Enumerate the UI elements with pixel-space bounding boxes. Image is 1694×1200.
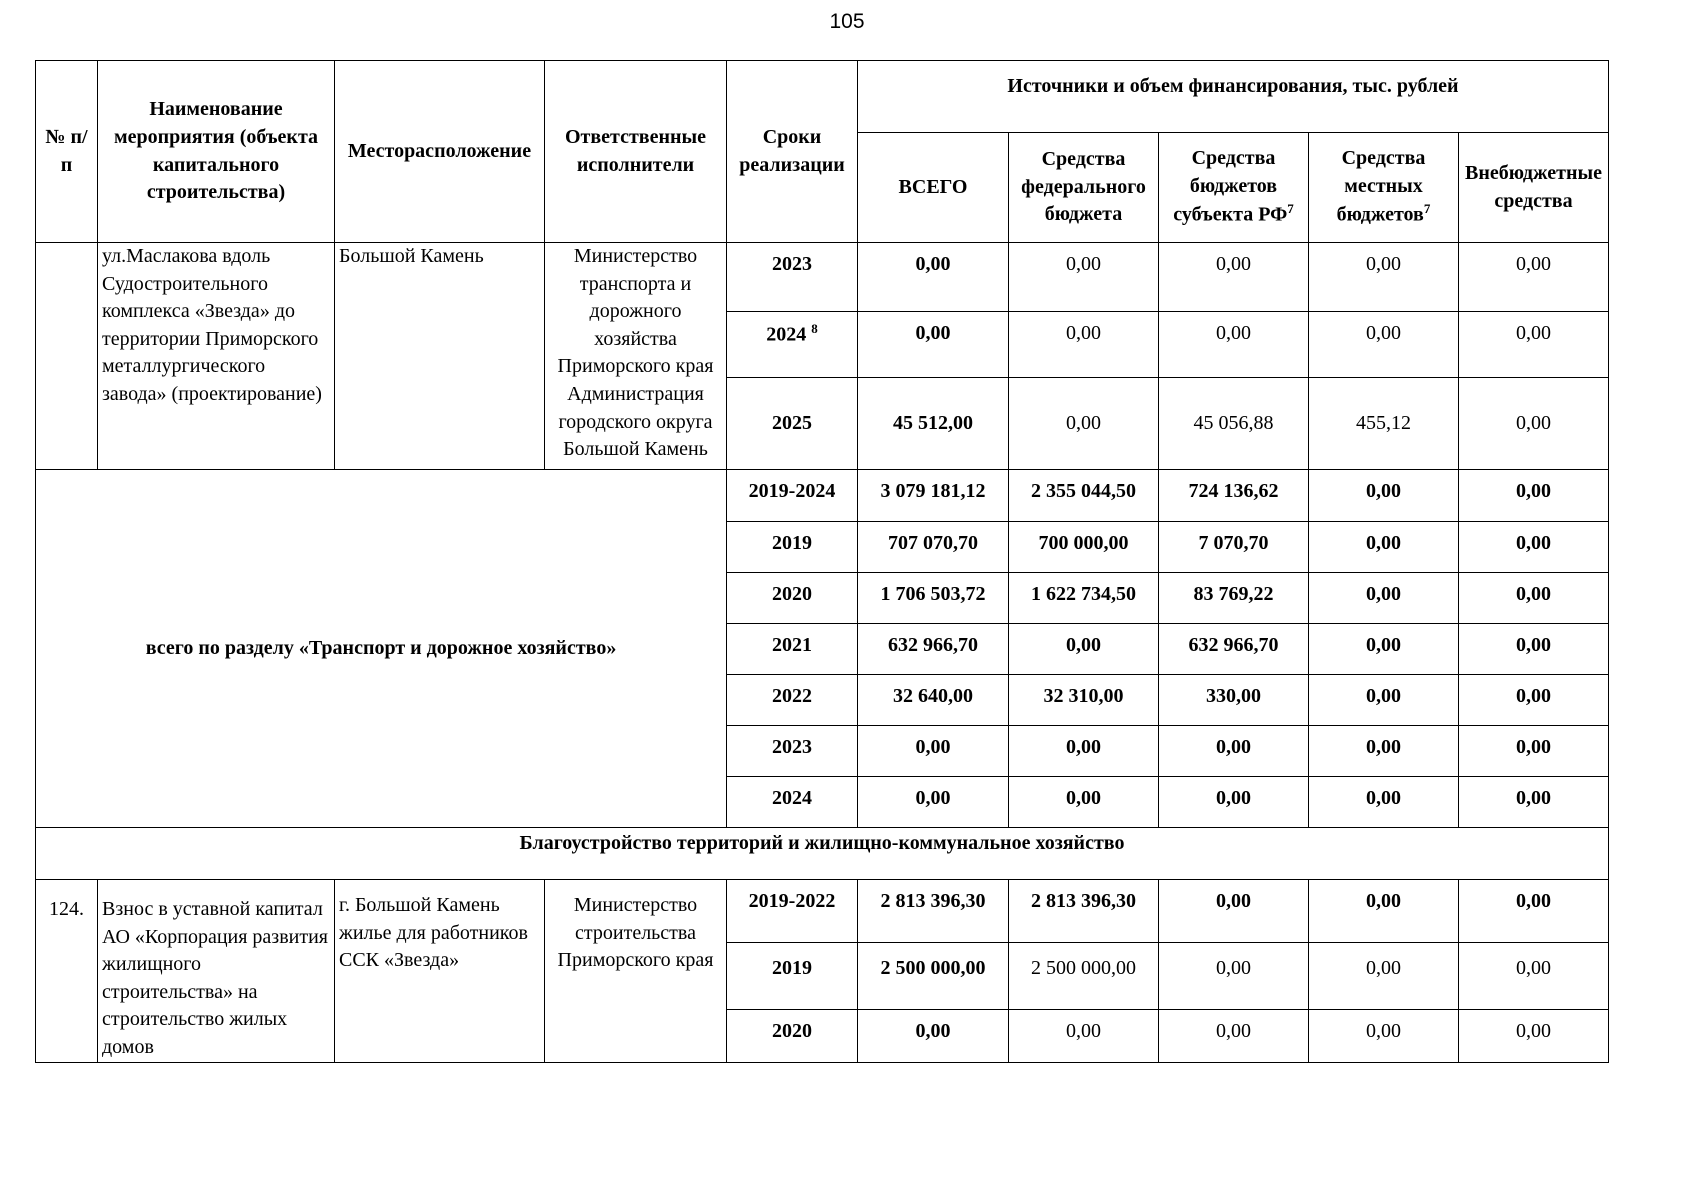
total-cell: 0,00 — [858, 243, 1009, 312]
subject-cell: 0,00 — [1159, 312, 1309, 378]
year-cell: 2024 — [727, 777, 858, 828]
local-cell: 0,00 — [1309, 573, 1459, 624]
local-cell: 0,00 — [1309, 243, 1459, 312]
header-local — [1309, 133, 1459, 243]
subject-cell: 0,00 — [1159, 777, 1309, 828]
row-124-location: г. Большой Камень жилье для работников ССК «Звезда» — [335, 880, 545, 1063]
year-cell: 2019 — [727, 522, 858, 573]
year-cell: 2019-2022 — [727, 880, 858, 943]
federal-cell: 700 000,00 — [1009, 522, 1159, 573]
total-cell: 45 512,00 — [858, 378, 1009, 470]
federal-cell: 0,00 — [1009, 312, 1159, 378]
footnote-marker: 7 — [1287, 201, 1294, 217]
federal-cell: 0,00 — [1009, 624, 1159, 675]
page-number: 105 — [829, 10, 865, 33]
total-cell: 2 500 000,00 — [858, 942, 1009, 1009]
local-cell: 0,00 — [1309, 1009, 1459, 1062]
year-cell: 2020 — [727, 1009, 858, 1062]
total-cell: 1 706 503,72 — [858, 573, 1009, 624]
local-cell: 0,00 — [1309, 624, 1459, 675]
extra-cell: 0,00 — [1459, 942, 1609, 1009]
section-total-label: всего по разделу «Транспорт и дорожное хозяйство» — [36, 470, 727, 828]
row-a-location: Большой Камень — [335, 243, 545, 470]
year-cell: 2019-2024 — [727, 470, 858, 522]
year-cell: 2025 — [727, 378, 858, 470]
local-cell: 0,00 — [1309, 880, 1459, 943]
header-financing: Источники и объем финансирования, тыс. рублей — [858, 61, 1609, 133]
extra-cell: 0,00 — [1459, 726, 1609, 777]
header-responsible: Ответственные исполнители — [545, 61, 727, 243]
local-cell: 0,00 — [1309, 470, 1459, 522]
extra-cell: 0,00 — [1459, 675, 1609, 726]
local-cell: 0,00 — [1309, 726, 1459, 777]
extra-cell: 0,00 — [1459, 378, 1609, 470]
subject-cell: 632 966,70 — [1159, 624, 1309, 675]
subject-cell: 7 070,70 — [1159, 522, 1309, 573]
header-location: Месторасположение — [335, 61, 545, 243]
total-cell: 32 640,00 — [858, 675, 1009, 726]
header-local-text: Средства местных бюджетов — [1336, 147, 1426, 227]
row-124-name: Взнос в уставной капитал АО «Корпорация развития жилищного строительства» на строительство жилых домов — [98, 880, 335, 1063]
header-row-1 — [36, 61, 1609, 133]
extra-cell: 0,00 — [1459, 1009, 1609, 1062]
table-row — [36, 470, 1609, 522]
local-cell: 0,00 — [1309, 312, 1459, 378]
federal-cell: 0,00 — [1009, 777, 1159, 828]
section-title-row — [36, 828, 1609, 880]
row-124-responsible: Министерство строительства Приморского края — [545, 880, 727, 1063]
section-title: Благоустройство территорий и жилищно-коммунальное хозяйство — [36, 828, 1609, 880]
local-cell: 0,00 — [1309, 522, 1459, 573]
subject-cell: 0,00 — [1159, 726, 1309, 777]
year-cell — [727, 312, 858, 378]
extra-cell: 0,00 — [1459, 624, 1609, 675]
local-cell: 0,00 — [1309, 675, 1459, 726]
local-cell: 0,00 — [1309, 942, 1459, 1009]
local-cell: 0,00 — [1309, 777, 1459, 828]
header-total: ВСЕГО — [858, 133, 1009, 243]
header-federal: Средства федерального бюджета — [1009, 133, 1159, 243]
subject-cell: 724 136,62 — [1159, 470, 1309, 522]
subject-cell: 330,00 — [1159, 675, 1309, 726]
subject-cell: 83 769,22 — [1159, 573, 1309, 624]
year-text: 2024 — [766, 323, 807, 346]
local-cell: 455,12 — [1309, 378, 1459, 470]
federal-cell: 2 813 396,30 — [1009, 880, 1159, 943]
year-cell: 2019 — [727, 942, 858, 1009]
federal-cell: 2 355 044,50 — [1009, 470, 1159, 522]
header-period: Сроки реализации — [727, 61, 858, 243]
total-cell: 0,00 — [858, 1009, 1009, 1062]
extra-cell: 0,00 — [1459, 243, 1609, 312]
subject-cell: 45 056,88 — [1159, 378, 1309, 470]
subject-cell: 0,00 — [1159, 880, 1309, 943]
footnote-marker: 7 — [1423, 201, 1431, 217]
footnote-marker: 8 — [811, 321, 818, 336]
year-cell: 2022 — [727, 675, 858, 726]
year-cell: 2023 — [727, 243, 858, 312]
subject-cell: 0,00 — [1159, 243, 1309, 312]
year-cell: 2023 — [727, 726, 858, 777]
row-a-name: ул.Маслакова вдоль Судостроительного комплекса «Звезда» до территории Приморского металлургического завода» (проектирование) — [98, 243, 335, 470]
row-a-responsible: Министерство транспорта и дорожного хозяйства Приморского края Администрация городского округа Большой Камень — [545, 243, 727, 470]
year-cell: 2020 — [727, 573, 858, 624]
total-cell: 707 070,70 — [858, 522, 1009, 573]
extra-cell: 0,00 — [1459, 312, 1609, 378]
extra-cell: 0,00 — [1459, 777, 1609, 828]
federal-cell: 0,00 — [1009, 726, 1159, 777]
federal-cell: 2 500 000,00 — [1009, 942, 1159, 1009]
header-extra: Внебюджетные средства — [1459, 133, 1609, 243]
federal-cell: 0,00 — [1009, 1009, 1159, 1062]
row-124-num: 124. — [36, 880, 98, 1063]
table-row — [36, 880, 1609, 943]
total-cell: 3 079 181,12 — [858, 470, 1009, 522]
federal-cell: 0,00 — [1009, 243, 1159, 312]
total-cell: 0,00 — [858, 777, 1009, 828]
federal-cell: 1 622 734,50 — [1009, 573, 1159, 624]
total-cell: 2 813 396,30 — [858, 880, 1009, 943]
year-cell: 2021 — [727, 624, 858, 675]
total-cell: 632 966,70 — [858, 624, 1009, 675]
row-a-num — [36, 243, 98, 470]
extra-cell: 0,00 — [1459, 573, 1609, 624]
header-subject-text: Средства бюджетов субъекта РФ — [1173, 147, 1288, 227]
subject-cell: 0,00 — [1159, 942, 1309, 1009]
extra-cell: 0,00 — [1459, 522, 1609, 573]
extra-cell: 0,00 — [1459, 470, 1609, 522]
total-cell: 0,00 — [858, 312, 1009, 378]
header-num: № п/п — [36, 61, 98, 243]
financing-table — [35, 60, 1609, 1063]
header-subject — [1159, 133, 1309, 243]
federal-cell: 0,00 — [1009, 378, 1159, 470]
extra-cell: 0,00 — [1459, 880, 1609, 943]
federal-cell: 32 310,00 — [1009, 675, 1159, 726]
table-row — [36, 243, 1609, 312]
subject-cell: 0,00 — [1159, 1009, 1309, 1062]
total-cell: 0,00 — [858, 726, 1009, 777]
header-name: Наименование мероприятия (объекта капитального строительства) — [98, 61, 335, 243]
